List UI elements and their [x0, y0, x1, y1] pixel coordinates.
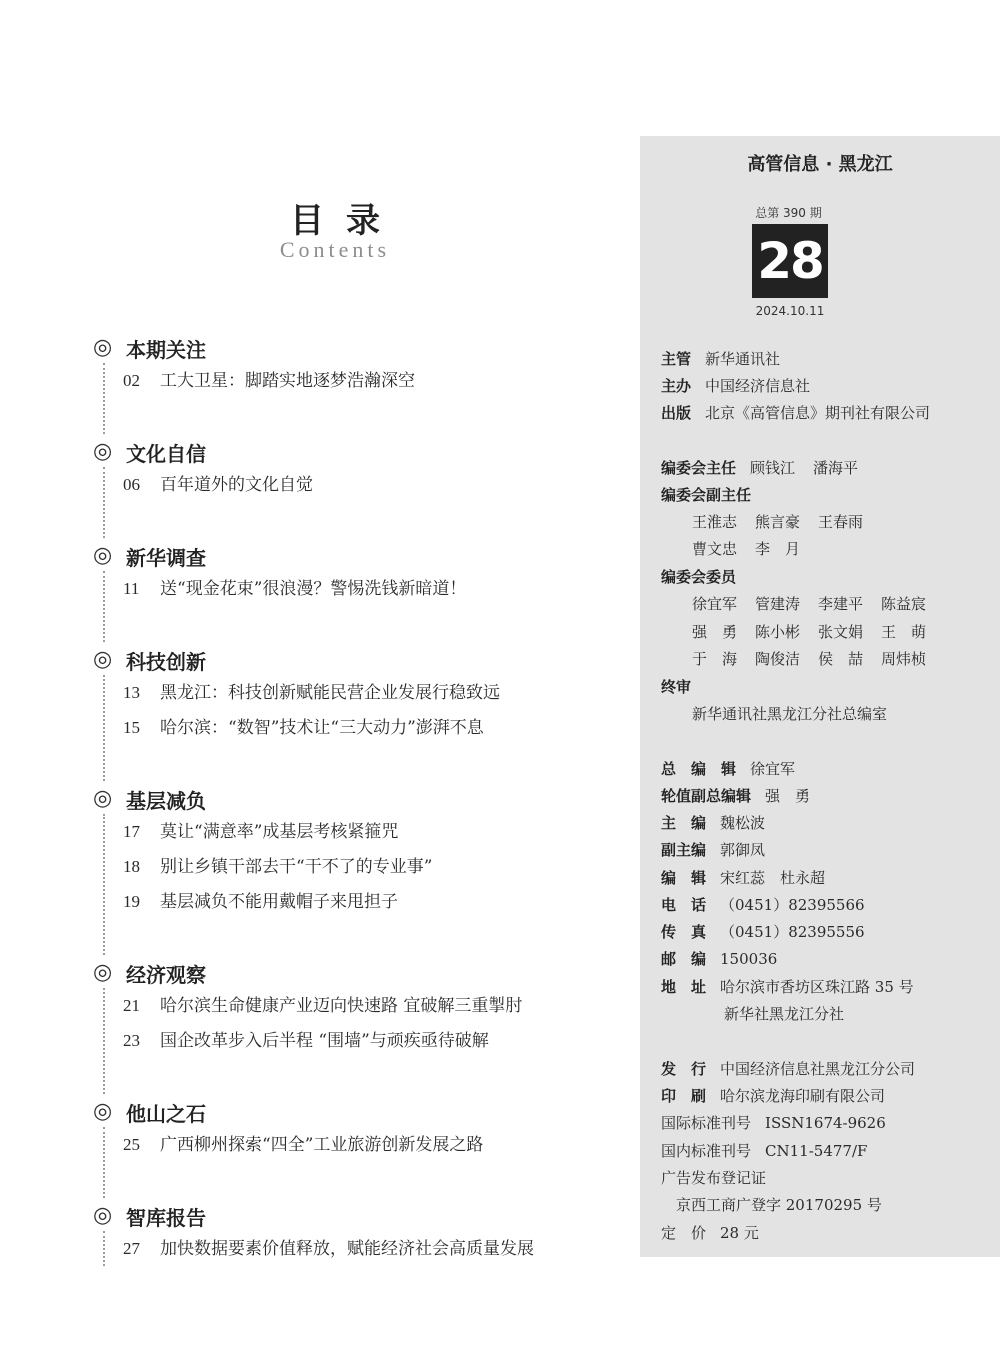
toc-entry[interactable] — [123, 571, 613, 606]
issue-number: 28 — [752, 224, 828, 298]
toc-section — [93, 1201, 613, 1266]
page-number: 15 — [123, 718, 140, 737]
toc-title: 目录 — [290, 201, 402, 241]
page-number: 21 — [123, 996, 140, 1015]
ad-license-value: 京西工商广登字 20170295 号 — [676, 1196, 882, 1214]
page-number: 06 — [123, 475, 140, 494]
section-spacer — [123, 398, 613, 434]
section-items — [103, 675, 613, 781]
board-members-label: 编委会委员 — [661, 568, 737, 586]
address-line-2: 新华社黑龙江分社 — [724, 1005, 845, 1023]
publication-title: 高管信息 · 黑龙江 — [747, 154, 893, 175]
section-spacer — [123, 1162, 613, 1198]
section-title: 文化自信 — [126, 441, 206, 466]
entry-title: 送“现金花束”很浪漫？警惕洗钱新暗道！ — [160, 579, 467, 599]
masthead-panel — [640, 136, 1000, 1257]
section-items — [103, 814, 613, 955]
board-deputy-label: 编委会副主任 — [661, 486, 752, 504]
section-items — [103, 1231, 613, 1266]
bullet-circle-icon: ◎ — [93, 1099, 113, 1124]
toc-section — [93, 784, 613, 955]
board-director-row: 编委会主任 顾钱江 潘海平 — [661, 459, 859, 477]
entry-title: 工大卫星：脚踏实地逐梦浩瀚深空 — [160, 371, 415, 391]
section-title: 科技创新 — [126, 649, 206, 674]
toc-section — [93, 541, 613, 642]
toc-section — [93, 645, 613, 781]
page-number: 17 — [123, 822, 140, 841]
section-spacer — [123, 919, 613, 955]
board-deputies-row-1: 王淮志 熊言豪 王春雨 — [692, 513, 864, 531]
printing-row: 印 刷 哈尔滨龙海印刷有限公司 — [661, 1087, 886, 1105]
toc-entry[interactable] — [123, 849, 613, 884]
page-number: 25 — [123, 1135, 140, 1154]
board-members-row-1: 徐宜军 管建涛 李建平 陈益宸 — [692, 595, 927, 613]
toc-entry[interactable] — [123, 467, 613, 502]
entry-title: 广西柳州探索“四全”工业旅游创新发展之路 — [160, 1135, 484, 1155]
address-row: 地 址 哈尔滨市香坊区珠江路 35 号 — [661, 978, 914, 996]
final-review-label: 终审 — [661, 678, 692, 696]
entry-title: 加快数据要素价值释放，赋能经济社会高质量发展 — [160, 1239, 534, 1259]
final-review-value: 新华通讯社黑龙江分社总编室 — [692, 705, 888, 723]
publisher-row: 出版 北京《高管信息》期刊社有限公司 — [661, 404, 931, 422]
toc-entry[interactable] — [123, 884, 613, 919]
toc-entry[interactable] — [123, 988, 613, 1023]
entry-title: 哈尔滨生命健康产业迈向快速路 宜破解三重掣肘 — [160, 996, 523, 1016]
page-number: 11 — [123, 579, 140, 598]
section-title: 本期关注 — [126, 337, 206, 362]
section-items — [103, 988, 613, 1094]
total-issue: 总第 390 期 — [755, 206, 822, 220]
fax-row: 传 真 （0451）82395556 — [661, 923, 865, 941]
bullet-circle-icon: ◎ — [93, 439, 113, 464]
section-spacer — [123, 745, 613, 781]
phone-row: 电 话 （0451）82395566 — [661, 896, 865, 914]
toc-entry[interactable] — [123, 1231, 613, 1266]
section-spacer — [123, 502, 613, 538]
page-number: 23 — [123, 1031, 140, 1050]
issn-row: 国际标准刊号 ISSN1674-9626 — [661, 1114, 886, 1132]
section-header — [93, 784, 613, 814]
section-spacer — [123, 1058, 613, 1094]
toc-header — [240, 200, 430, 262]
section-items — [103, 571, 613, 642]
section-header — [93, 541, 613, 571]
cn-row: 国内标准刊号 CN11-5477/F — [661, 1142, 868, 1160]
editor-in-chief-row: 主 编 魏松波 — [661, 814, 766, 832]
section-title: 经济观察 — [126, 962, 206, 987]
section-header — [93, 645, 613, 675]
entry-title: 哈尔滨：“数智”技术让“三大动力”澎湃不息 — [160, 718, 484, 738]
section-items — [103, 467, 613, 538]
entry-title: 别让乡镇干部去干“干不了的专业事” — [160, 857, 433, 877]
toc-entry[interactable] — [123, 710, 613, 745]
bullet-circle-icon: ◎ — [93, 543, 113, 568]
sponsor-row: 主管 新华通讯社 — [661, 350, 781, 368]
entry-title: 基层减负不能用戴帽子来甩担子 — [160, 892, 398, 912]
page-number: 27 — [123, 1239, 140, 1258]
bullet-circle-icon: ◎ — [93, 647, 113, 672]
section-title: 智库报告 — [126, 1205, 206, 1230]
board-members-row-3: 于 海 陶俊洁 侯 喆 周炜桢 — [692, 650, 927, 668]
toc-section — [93, 958, 613, 1094]
section-header — [93, 1097, 613, 1127]
editors-row: 编 辑 宋红蕊 杜永超 — [661, 869, 826, 887]
entry-title: 国企改革步入后半程 “围墙”与顽疾亟待破解 — [160, 1031, 489, 1051]
rotating-deputy-row: 轮值副总编辑 强 勇 — [661, 787, 811, 805]
ad-license-label: 广告发布登记证 — [661, 1169, 767, 1187]
section-items — [103, 363, 613, 434]
chief-editor-row: 总 编 辑 徐宜军 — [661, 760, 796, 778]
entry-title: 莫让“满意率”成基层考核紧箍咒 — [160, 822, 399, 842]
postcode-row: 邮 编 150036 — [661, 950, 778, 968]
section-spacer — [123, 606, 613, 642]
deputy-editor-row: 副主编 郭御凤 — [661, 841, 766, 859]
section-header — [93, 333, 613, 363]
issue-date: 2024.10.11 — [755, 304, 825, 318]
page-number: 02 — [123, 371, 140, 390]
board-deputies-row-2: 曹文忠 李 月 — [692, 540, 801, 558]
page-number: 13 — [123, 683, 140, 702]
toc-entry[interactable] — [123, 1127, 613, 1162]
section-title: 他山之石 — [126, 1101, 206, 1126]
section-items — [103, 1127, 613, 1198]
toc-entry[interactable] — [123, 363, 613, 398]
distribution-row: 发 行 中国经济信息社黑龙江分公司 — [661, 1060, 916, 1078]
page-number: 18 — [123, 857, 140, 876]
host-row: 主办 中国经济信息社 — [661, 377, 811, 395]
section-header — [93, 437, 613, 467]
toc-section — [93, 437, 613, 538]
toc-subtitle: Contents — [279, 237, 391, 262]
bullet-circle-icon: ◎ — [93, 786, 113, 811]
section-title: 新华调查 — [126, 545, 206, 570]
price-row: 定 价 28 元 — [661, 1224, 759, 1242]
section-header — [93, 1201, 613, 1231]
toc-entry[interactable] — [123, 675, 613, 710]
bullet-circle-icon: ◎ — [93, 1203, 113, 1228]
board-members-row-2: 强 勇 陈小彬 张文娟 王 萌 — [692, 623, 927, 641]
entry-title: 百年道外的文化自觉 — [160, 475, 313, 495]
page-number: 19 — [123, 892, 140, 911]
toc-section — [93, 1097, 613, 1198]
toc-section — [93, 333, 613, 434]
bullet-circle-icon: ◎ — [93, 960, 113, 985]
section-title: 基层减负 — [126, 788, 206, 813]
toc-entry[interactable] — [123, 814, 613, 849]
section-header — [93, 958, 613, 988]
entry-title: 黑龙江：科技创新赋能民营企业发展行稳致远 — [160, 683, 500, 703]
bullet-circle-icon: ◎ — [93, 335, 113, 360]
toc-entry[interactable] — [123, 1023, 613, 1058]
